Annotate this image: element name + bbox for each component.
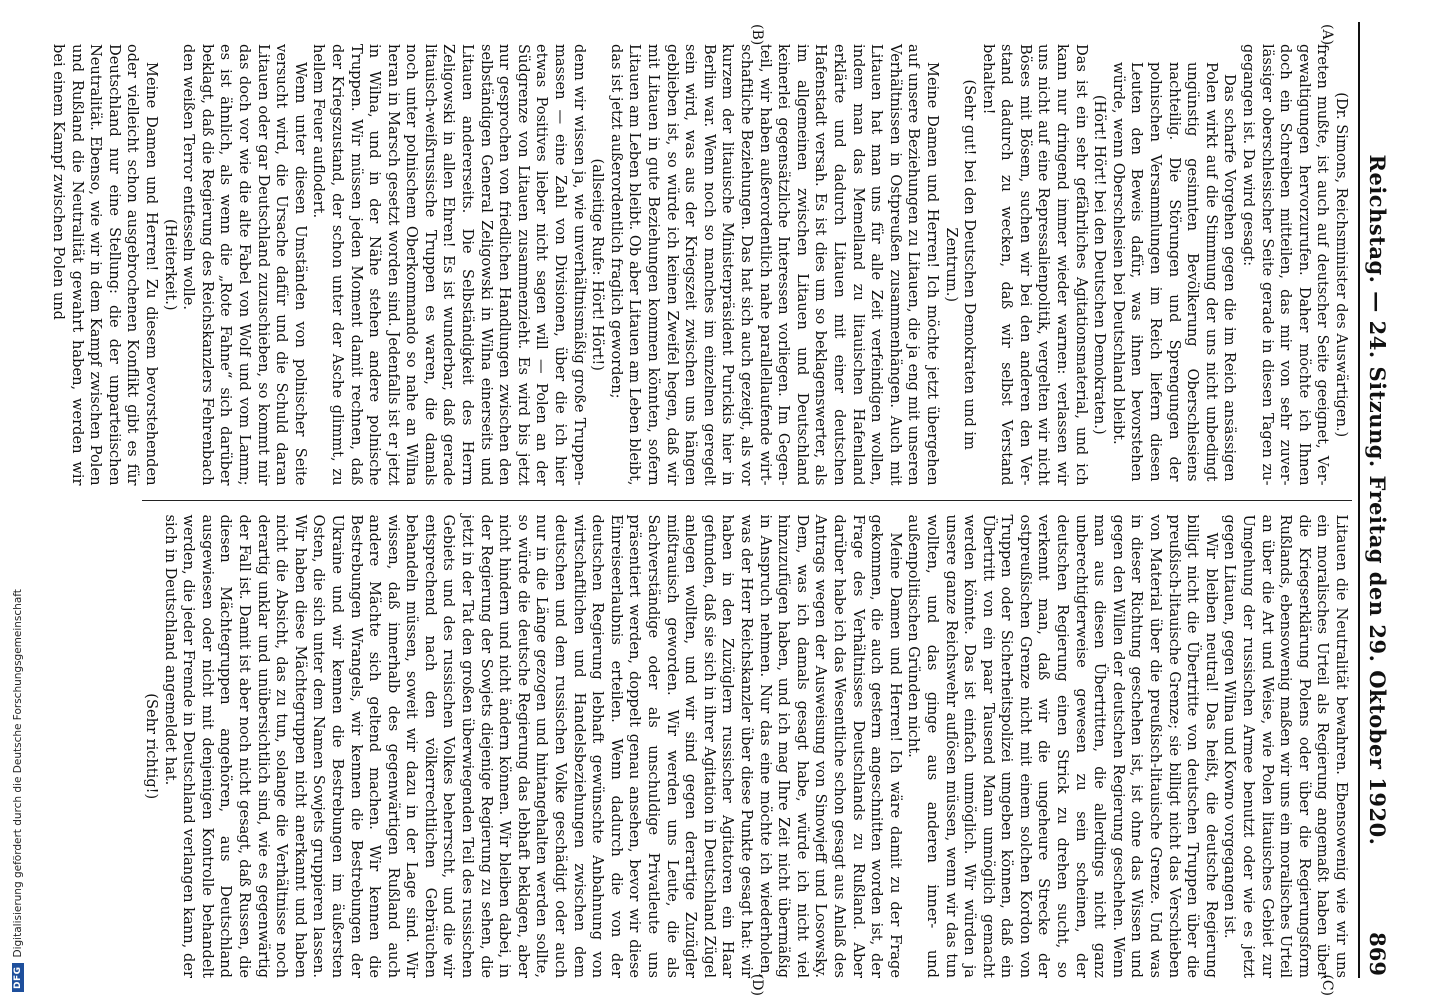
paragraph: denn wir wissen ja, wie unverhältnismäßig große Truppenmassen — eine Zahl von Divisionen, über die ich hier etwas Positives lieber nicht sagen will — Polen an der Südgrenze von Litauen zusammenzieht. Es wird bis jetzt nur gesprochen von friedlichen Handlungen zwischen den selbständigen General Zeligowski in Wilna einerseits und Litauen andererseits. Die Selbständigkeit des Herrn Zeligowski in allen Ehren! Es ist wunderbar, daß gerade litauisch-weißrussische Truppen es waren, die damals noch unter polnischem Oberkommando so nahe an Wilna heran in Marsch gesetzt worden sind. Jedenfalls ist er jetzt in Wilna, und in der Nähe stehen andere polnische Truppen. Wir müssen jeden Moment damit rechnen, daß der Kriegszustand, der schon unter der Asche glimmt, zu hellem Feuer auflodert. [310, 44, 588, 486]
interjection: (Heiterkeit.) [161, 218, 179, 311]
left-column [50, 22, 1358, 500]
paragraph: Wir bleiben neutral! Das heißt, die deutsche Regierung billigt nicht die Übertritte von deutschen Truppen über die preußisch-litauische Grenze; sie billigt nicht das Verschieben von Material über die preußisch-litauische Grenze. Und was in dieser Richtung geschehen ist, ist ohne das Wissen und gegen den Willen der deutschen Regierung geschehen. Wenn man aus diesen Übertritten, die allerdings nicht ganz unberechtigterweise gewesen zu sein scheinen, der deutschen Regierung einen Strick zu drehen sucht, so verkennt man, daß wir die ungeheure Strecke der ostpreußischen Grenze nicht mit einem solchen Kordon von Truppen oder Sicherheitspolizei umgeben können, daß ein Übertritt von ein paar Tausend Mann unmöglich gemacht werden könnte. Das ist einfach unmöglich. Wir würden ja unsere ganze Reichswehr auflösen müssen, wenn wir das tun wollten, und das ginge aus anderen inner- und außenpolitischen Gründen nicht. [905, 514, 1220, 978]
paragraph: Litauen die Neutralität bewahren. Ebensowenig wie wir uns ein moralisches Urteil als Regierung angemaßt haben über die Kriegserklärung Polens oder über die Regierungsform Rußlands, ebensowenig maßen wir uns ein moralisches Urteil an über die Art und Weise, wie Polen litauisches Gebiet zur Umgehung der russischen Armee benutzt oder wie es jetzt gegen Litauen, gegen Wilna und Kowno vorgegangen ist. [1221, 514, 1350, 978]
paragraph: Wenn unter diesen Umständen von polnischer Seite versucht wird, die Ursache dafür und die Schuld daran Litauen oder gar Deutschland zuzuschieben, so kommt mir das doch vor wie die alte Fabel von Wolf und vom Lamm; es ist ähnlich, als wenn die „Rote Fahne“ sich darüber beklagt, daß die Regierung des Reichskanzlers Fehrenbach den weißen Terror entfesseln wolle. [180, 44, 309, 486]
interjection: (Sehr gut! bei den Deutschen Demokraten und im Zentrum.) [942, 79, 979, 450]
paragraph: freten mußte, ist auch auf deutscher Seite geeignet, Vergewaltigungen hervorzurufen. Daher möchte ich Ihnen doch ein Schreiben mitteilen, das mir von sehr zuverlässiger oberschlesischer Seite gerade in diesen Tagen zugegangen ist. Da wird gesagt: [1240, 44, 1332, 486]
margin-letter-a: (A) [1319, 24, 1335, 46]
interjection: (allseitige Rufe: Hört! Hört!) [589, 158, 607, 371]
right-column [138, 501, 1358, 996]
margin-letter-b: (B) [749, 24, 765, 46]
page-number: 869 [1365, 932, 1390, 976]
interjection: (Sehr richtig!) [143, 693, 160, 800]
paragraph: Meine Damen und Herren! Ich wäre damit zu der Frage gekommen, die auch gestern angeschnitten worden ist, der Frage des Verhältnisses Deutschlands zu Rußland. Aber darüber habe ich das Wesentliche schon gesagt aus Anlaß des Antrags wegen der Ausweisung von Sinowjeff und Losowsky. Dem, was ich damals gesagt habe, würde ich nicht viel hinzuzufügen haben, und ich mag Ihre Zeit nicht übermäßig in Anspruch nehmen. Nur das eine möchte ich wiederholen, was der Herr Reichskanzler über diese Punkte gesagt hat: wir haben in den Zuzüglern russischer Agitatoren ein Haar gefunden, daß sie sich in ihrer Agitation in Deutschland Zügel anlegen wollten, und wir sind gegen derartige Zuzügler mißtrauisch geworden. Wir werden uns Leute, die als Sachverständige oder als unschuldige Privatleute uns präsentiert werden, doppelt genau ansehen, bevor wir diese Einreiseerlaubnis erteilen. Wenn dadurch die von der deutschen Regierung lebhaft gewünschte Anbahnung von wirtschaftlichen und Handelsbeziehungen zwischen dem deutschen und dem russischen Volke geschädigt oder auch nur in die Länge gezogen und hintangehalten werden sollte, so würde die deutsche Regierung das lebhaft beklagen, aber nicht hindern und nicht ändern können. Wir bleiben dabei, in der Regierung der Sowjets diejenige Regierung zu sehen, die jetzt in der Tat den großen überwiegenden Teil des russischen Gebiets und des russischen Volkes beherrscht, und die wir entsprechend nach den völkerrechtlichen Gebräuchen behandeln müssen, soweit wir dazu in der Lage sind. Wir wissen, daß innerhalb des gegenwärtigen Rußland auch andere Mächte sich geltend machen. Wir kennen die Bestrebungen Wrangels, wir kennen die Bestrebungen der Ukraine und wir kennen die Bestrebungen im äußersten Osten, die sich unter dem Namen Sowjets gruppieren lassen. Wir haben diese Mächtegruppen nicht anerkannt und haben nicht die Absicht, das zu tun, solange die Verhältnisse noch derartig unklar und unübersichtlich sind, wie es gegenwärtig der Fall ist. Damit ist aber noch nicht gesagt, daß Russen, die diesen Mächtegruppen angehören, aus Deutschland ausgewiesen oder nicht mit denjenigen Kontrolle behandelt werden, die jeder Fremde in Deutschland verlangen kann, der sich in Deutschland angemeldet hat. [161, 514, 904, 978]
credit-text: Digitalisierung gefördert durch die Deutsche Forschungsgemeinschaft [12, 589, 24, 958]
margin-letter-c: (C) [1319, 974, 1335, 996]
dfg-logo-icon: DFG [12, 963, 24, 992]
page-header [1358, 22, 1392, 978]
quoted-letter: Das scharfe Vorgehen gegen die im Reich ansässigen Polen wirkt auf die Stimmung der uns nicht unbedingt ungünstig gesinnten Bevölkerung Oberschlesiens nachteilig. Die Störungen und Sprengungen der polnischen Versammlungen im Reich liefern diesen Leuten den Beweis dafür, was ihnen bevorstehen würde, wenn Oberschlesien bei Deutschland bleibt. [1109, 62, 1239, 482]
page-title: Reichstag. — 24. Sitzung. Freitag den 29. Oktober 1920. [1365, 154, 1390, 846]
paragraph: Das ist ein sehr gefährliches Agitationsmaterial, und ich kann nur dringend immer wieder warnen: verlassen wir uns nicht auf eine Repressalienpolitik, vergelten wir nicht Böses mit Bösem, suchen wir bei den anderen den Verstand dadurch zu wecken, daß wir selbst Verstand behalten! [979, 44, 1090, 486]
speaker-line: (Dr. Simons, Reichsminister des Auswärtigen.) [1333, 92, 1350, 438]
interjection: (Hört! Hört! bei den Deutschen Demokraten.) [1091, 94, 1109, 435]
document-page [50, 0, 1410, 1000]
text-columns [50, 22, 1358, 996]
margin-letter-d: (D) [749, 973, 765, 996]
paragraph: Meine Damen und Herren! Ich möchte jetzt übergehen auf unsere Beziehungen zu Litauen, die ja eng mit unseren Verhältnissen in Ostpreußen zusammenhängen. Auch mit Litauen hat man uns für alle Zeit verfeindigen wollen, indem man das Memelland zu litauischen Hafenland erklärte und dadurch Litauen mit einer deutschen Hafenstadt versah. Es ist dies um so beklagenswerter, als im allgemeinen zwischen Litauen und Deutschland keinerlei gegensätzliche Interessen vorliegen. Im Gegenteil, wir haben außerordentlich nahe parallellaufende wirtschaftliche Beziehungen. Das hat sich auch gezeigt, als vor kurzem der litauische Ministerpräsident Purickis hier in Berlin war. Wenn noch so manches im einzelnen geregelt sein wird, was aus der Kriegszeit zwischen uns hängen geblieben ist, so würde ich keinen Zweifel hegen, daß wir mit Litauen in gute Beziehungen kommen könnten, sofern Litauen am Leben bleibt. Ob aber Litauen am Leben bleibt, das ist jetzt außerordentlich fraglich geworden; [607, 44, 941, 486]
paragraph: Meine Damen und Herren! Zu diesem bevorstehenden oder vielleicht schon ausgebrochenen Konflikt gibt es für Deutschland nur eine Stellung: die der unparteiischen Neutralität. Ebenso, wie wir in dem Kampf zwischen Polen und Rußland die Neutralität gewahrt haben, werden wir bei einem Kampf zwischen Polen und [50, 44, 160, 486]
digitization-credit [8, 0, 28, 1000]
